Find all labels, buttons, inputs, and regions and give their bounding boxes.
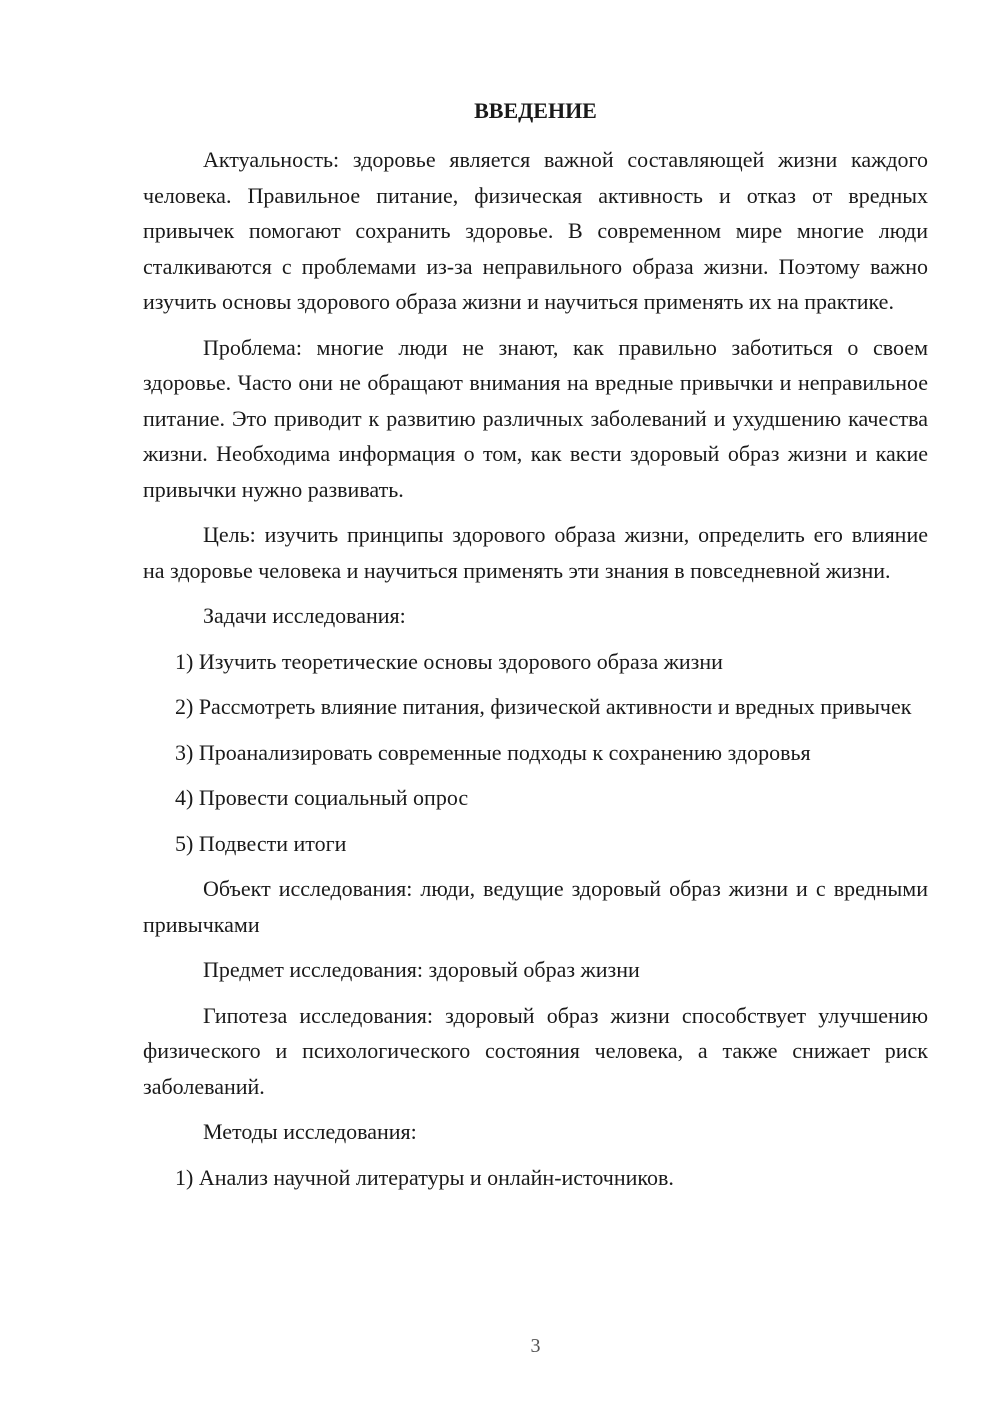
goal-paragraph: Цель: изучить принципы здорового образа жизни, определить его влияние на здоровье человека и научиться применять эти знания в повседневной жизни. [143,522,928,583]
tasks-heading: Задачи исследования: [203,603,406,628]
task-item: 2) Рассмотреть влияние питания, физической активности и вредных привычек [175,694,912,719]
relevance-paragraph: Актуальность: здоровье является важной составляющей жизни каждого человека. Правильное питание, физическая активность и отказ от вредных привычек помогают сохранить здоровье. В современном мире многие люди сталкиваются с проблемами из-за неправильного образа жизни. Поэтому важно изучить основы здорового образа жизни и научиться применять их на практике. [143,147,928,314]
task-item: 1) Изучить теоретические основы здорового образа жизни [175,648,723,674]
task-item: 4) Провести социальный опрос [175,785,469,810]
task-item: 3) Проанализировать современные подходы к сохранению здоровья [175,739,811,765]
document-page [143,0,928,1414]
methods-heading: Методы исследования: [203,1119,417,1144]
document-body [143,142,928,1205]
object-paragraph: Объект исследования: люди, ведущие здоровый образ жизни и с вредными привычками [143,876,928,937]
page-number: 3 [530,1335,541,1357]
method-item: 1) Анализ научной литературы и онлайн-источников. [175,1164,674,1190]
section-title: ВВЕДЕНИЕ [474,98,597,123]
tasks-list [143,644,928,862]
methods-list [143,1160,928,1196]
task-item: 5) Подвести итоги [175,830,347,856]
hypothesis-paragraph: Гипотеза исследования: здоровый образ жизни способствует улучшению физического и психологического состояния человека, а также снижает риск заболеваний. [143,1002,928,1099]
problem-paragraph: Проблема: многие люди не знают, как правильно заботиться о своем здоровье. Часто они не обращают внимания на вредные привычки и неправильное питание. Это приводит к развитию различных заболеваний и ухудшению качества жизни. Необходима информация о том, как вести здоровый образ жизни и какие привычки нужно развивать. [143,334,928,502]
subject-paragraph: Предмет исследования: здоровый образ жизни [203,957,640,982]
